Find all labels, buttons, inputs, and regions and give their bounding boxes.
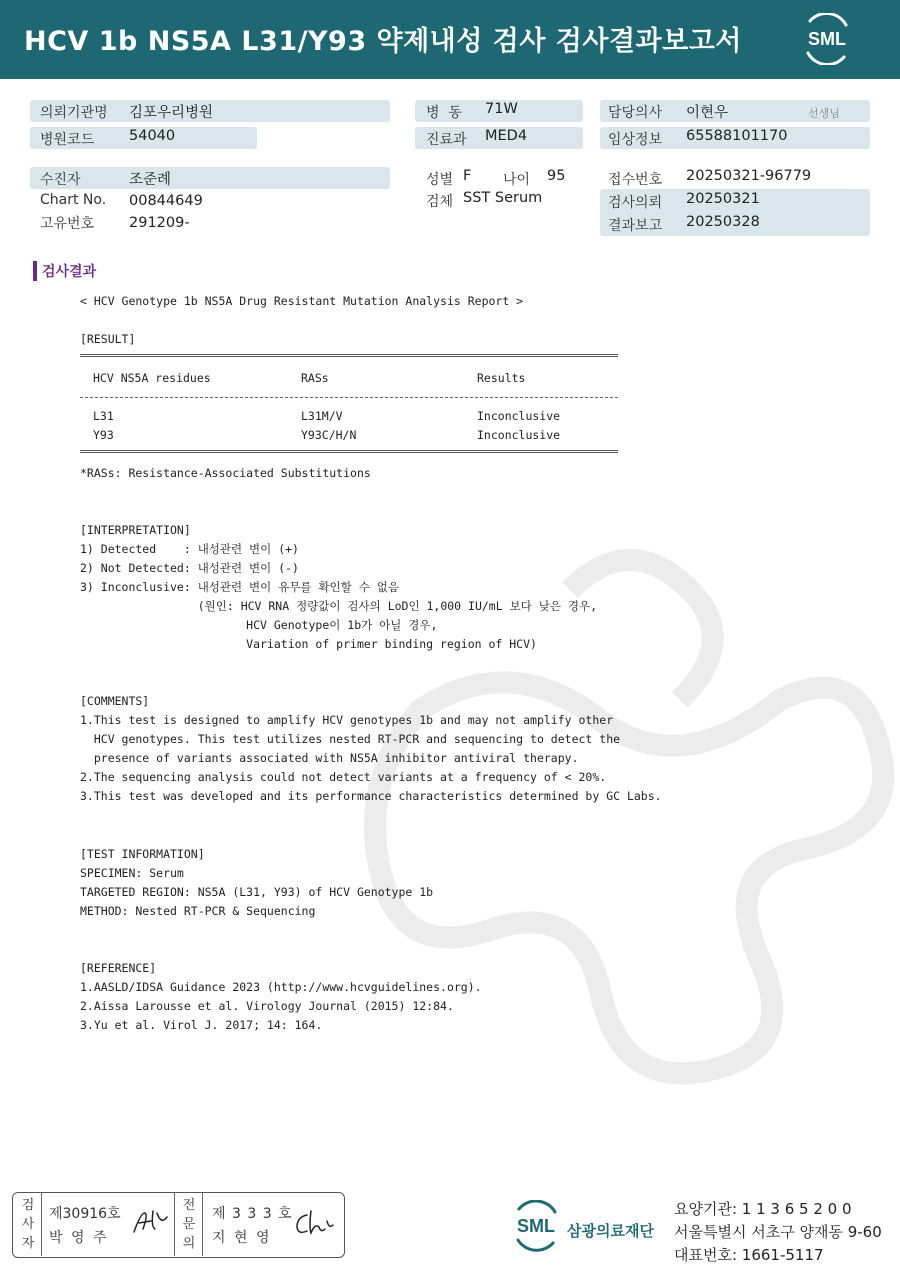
sex-label: 성별	[426, 172, 454, 188]
hospital-code-label: 병원코드	[40, 132, 95, 148]
specimen-value: SST Serum	[463, 190, 543, 206]
table-cell: L31	[93, 409, 114, 423]
interpretation-line: HCV Genotype이 1b가 아닐 경우,	[80, 618, 438, 632]
footer-org-name: 삼광의료재단	[567, 1222, 654, 1240]
report-date-label: 결과보고	[608, 218, 663, 234]
department-label: 진료과	[426, 132, 467, 148]
tester-signature-icon	[131, 1207, 171, 1237]
age-label: 나이	[503, 172, 531, 188]
receipt-value: 20250321-96779	[686, 168, 812, 184]
tester-name: 박 영 주	[49, 1230, 109, 1246]
clinical-info-value: 65588101170	[686, 128, 788, 144]
table-header-rule	[80, 397, 618, 398]
signature-box	[12, 1192, 345, 1258]
rass-footnote: *RASs: Resistance-Associated Substitutions	[80, 466, 371, 480]
ward-value: 71W	[485, 101, 518, 117]
table-top-rule	[80, 354, 618, 357]
footer-phone: 대표번호: 1661-5117	[674, 1246, 824, 1264]
table-bottom-rule	[80, 450, 618, 453]
column-header-residues: HCV NS5A residues	[93, 371, 211, 385]
comment-line: HCV genotypes. This test utilizes nested RT-PCR and sequencing to detect the	[80, 732, 621, 746]
table-cell: Y93	[93, 428, 114, 442]
column-header-rass: RASs	[301, 371, 329, 385]
tester-license: 제30916호	[49, 1206, 121, 1222]
tester-label: 검사자	[21, 1198, 35, 1251]
table-cell: Inconclusive	[477, 409, 561, 423]
request-label: 검사의뢰	[608, 195, 663, 211]
reference-line: 1.AASLD/IDSA Guidance 2023 (http://www.hcvguidelines.org).	[80, 980, 482, 994]
patient-value: 조준례	[129, 172, 172, 188]
comments-heading: [COMMENTS]	[80, 694, 150, 708]
doctor-label: 담당의사	[608, 105, 663, 121]
comment-line: 1.This test is designed to amplify HCV genotypes 1b and may not amplify other	[80, 713, 614, 727]
reference-line: 3.Yu et al. Virol J. 2017; 14: 164.	[80, 1018, 323, 1032]
test-info-line: TARGETED REGION: NS5A (L31, Y93) of HCV Genotype 1b	[80, 885, 434, 899]
report-date-value: 20250328	[686, 214, 760, 230]
comment-line: 3.This test was developed and its performance characteristics determined by GC Labs.	[80, 789, 662, 803]
column-header-results: Results	[477, 371, 526, 385]
section-accent-bar	[33, 261, 37, 281]
interpretation-line: 1) Detected : 내성관련 변이 (+)	[80, 542, 299, 556]
specimen-label: 검체	[426, 194, 454, 210]
institution-label: 의뢰기관명	[40, 105, 108, 121]
specialist-signature-icon	[293, 1207, 337, 1239]
department-value: MED4	[485, 128, 528, 144]
svg-text:SML: SML	[517, 1216, 555, 1236]
test-info-line: METHOD: Nested RT-PCR & Sequencing	[80, 904, 316, 918]
interpretation-line: (원인: HCV RNA 정량값이 검사의 LoD인 1,000 IU/mL 보다 낮은 경우,	[80, 599, 597, 613]
patient-bar	[30, 167, 390, 189]
signature-divider	[202, 1193, 203, 1256]
report-subtitle: < HCV Genotype 1b NS5A Drug Resistant Mutation Analysis Report >	[80, 294, 524, 308]
report-header	[0, 0, 900, 79]
signature-divider	[174, 1193, 175, 1256]
specialist-name: 지 현 영	[212, 1230, 272, 1246]
table-cell: L31M/V	[301, 409, 343, 423]
specialist-license: 제 3 3 3 호	[212, 1206, 293, 1222]
doctor-suffix: 선생님	[808, 107, 840, 120]
interpretation-line: 2) Not Detected: 내성관련 변이 (-)	[80, 561, 299, 575]
comment-line: presence of variants associated with NS5A inhibitor antiviral therapy.	[80, 751, 579, 765]
interpretation-heading: [INTERPRETATION]	[80, 523, 191, 537]
sex-value: F	[463, 168, 472, 184]
id-value: 291209-	[129, 215, 190, 231]
reference-heading: [REFERENCE]	[80, 961, 157, 975]
receipt-label: 접수번호	[608, 172, 663, 188]
interpretation-line: Variation of primer binding region of HCV)	[80, 637, 537, 651]
signature-divider	[41, 1193, 42, 1256]
table-cell: Y93C/H/N	[301, 428, 357, 442]
table-cell: Inconclusive	[477, 428, 561, 442]
interpretation-line: 3) Inconclusive: 내성관련 변이 유무를 확인할 수 없음	[80, 580, 399, 594]
svg-text:SML: SML	[808, 29, 846, 49]
test-info-line: SPECIMEN: Serum	[80, 866, 184, 880]
chart-label: Chart No.	[40, 192, 107, 208]
specialist-label: 전문의	[182, 1198, 196, 1251]
id-label: 고유번호	[40, 216, 95, 232]
section-title: 검사결과	[42, 264, 97, 280]
doctor-value: 이현우	[686, 105, 729, 121]
reference-line: 2.Aissa Larousse et al. Virology Journal (2015) 12:84.	[80, 999, 454, 1013]
ward-label: 병 동	[426, 105, 462, 121]
comment-line: 2.The sequencing analysis could not detect variants at a frequency of < 20%.	[80, 770, 607, 784]
result-heading: [RESULT]	[80, 332, 136, 346]
hospital-code-value: 54040	[129, 128, 176, 144]
sml-logo-icon	[800, 13, 854, 65]
request-value: 20250321	[686, 191, 760, 207]
age-value: 95	[547, 168, 566, 184]
footer-institution-code: 요양기관: 1 1 3 6 5 2 0 0	[674, 1200, 852, 1218]
footer-address: 서울특별시 서초구 양재동 9-60	[674, 1223, 882, 1241]
institution-value: 김포우리병원	[129, 105, 214, 121]
clinical-info-label: 임상정보	[608, 132, 663, 148]
test-info-heading: [TEST INFORMATION]	[80, 847, 205, 861]
report-title: HCV 1b NS5A L31/Y93 약제내성 검사 검사결과보고서	[24, 26, 742, 57]
patient-label: 수진자	[40, 172, 81, 188]
footer-sml-logo-icon	[510, 1200, 562, 1252]
chart-value: 00844649	[129, 193, 203, 209]
